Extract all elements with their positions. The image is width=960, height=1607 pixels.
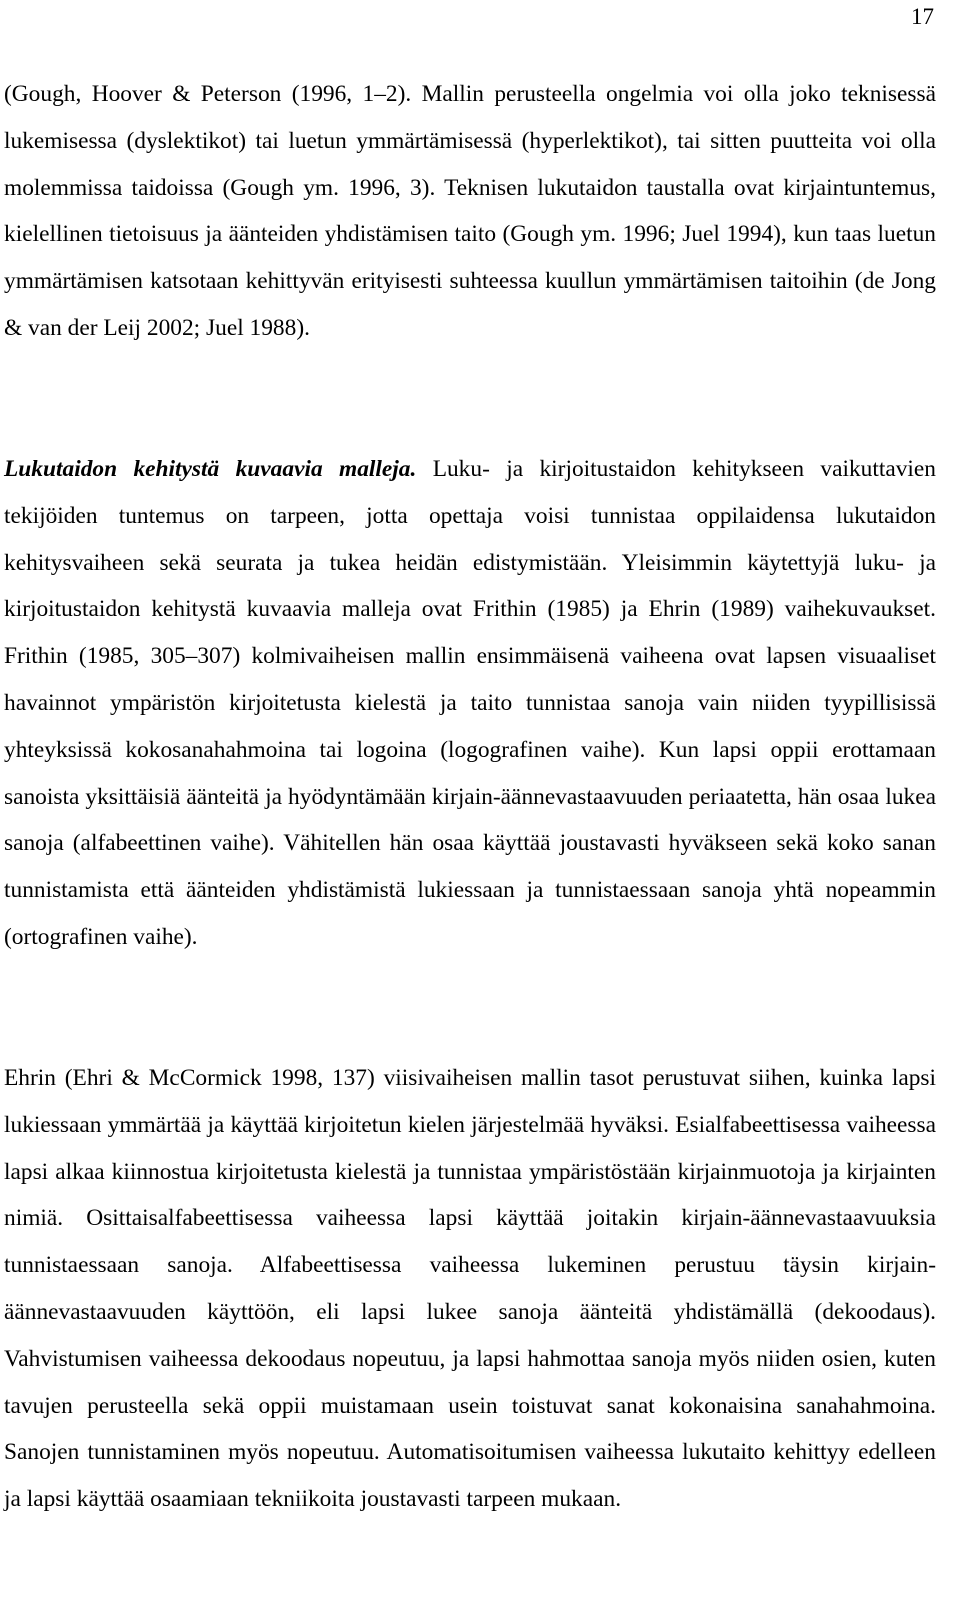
page-number: 17 [911,4,934,29]
paragraph-ehri-model: Ehrin (Ehri & McCormick 1998, 137) viisivaiheisen mallin tasot perustuvat siihen, kuinka lapsi lukiessaan ymmärtää ja käyttää kirjoitetun kielen järjestelmää hyväksi. Esialfabeettisessa vaiheessa lapsi alkaa kiinnostua kirjoitetusta kielestä ja tunnistaa ympäristöstään kirjainmuotoja ja kirjainten nimiä. Osittaisalfabeettisessa vaiheessa lapsi käyttää joitakin kirjain-äännevastaavuuksia tunnistaessaan sanoja. Alfabeettisessa vaiheessa lukeminen perustuu täysin kirjain-äännevastaavuuden käyttöön, eli lapsi lukee sanoja äänteitä yhdistämällä (dekoodaus). Vahvistumisen vaiheessa dekoodaus nopeutuu, ja lapsi hahmottaa sanoja myös niiden osien, kuten tavujen perusteella sekä oppii muistamaan usein toistuvat sanat kokonaisina sanahahmoina. Sanojen tunnistaminen myös nopeutuu. Automatisoitumisen vaiheessa lukutaito kehittyy edelleen ja lapsi käyttää osaamiaan tekniikoita joustavasti tarpeen mukaan. [4,1065,936,1513]
paragraph-reading-development-models [4,446,936,961]
section-heading-inline: Lukutaidon kehitystä kuvaavia malleja. [4,456,417,482]
paragraph-body: Luku- ja kirjoitustaidon kehitykseen vaikuttavien tekijöiden tuntemus on tarpeen, jotta opettaja voisi tunnistaa oppilaidensa lukutaidon kehitysvaiheen sekä seurata ja tukea heidän edistymistään. Yleisimmin käytettyjä luku- ja kirjoitustaidon kehitystä kuvaavia malleja ovat Frithin (1985) ja Ehrin (1989) vaihekuvaukset. Frithin (1985, 305–307) kolmivaiheisen mallin ensimmäisenä vaiheena ovat lapsen visuaaliset havainnot ympäristön kirjoitetusta kielestä ja taito tunnistaa sanoja vain niiden tyypillisissä yhteyksissä kokosanahahmoina tai logoina (logografinen vaihe). Kun lapsi oppii erottamaan sanoista yksittäisiä äänteitä ja hyödyntämään kirjain-äännevastaavuuden periaatetta, hän osaa lukea sanoja (alfabeettinen vaihe). Vähitellen hän osaa käyttää joustavasti hyväkseen sekä koko sanan tunnistamista että äänteiden yhdistämistä lukiessaan ja tunnistaessaan sanoja yhtä nopeammin (ortografinen vaihe). [4,456,936,950]
paragraph-gough-model: (Gough, Hoover & Peterson (1996, 1–2). Mallin perusteella ongelmia voi olla joko teknisessä lukemisessa (dyslektikot) tai luetun ymmärtämisessä (hyperlektikot), tai sitten puutteita voi olla molemmissa taidoissa (Gough ym. 1996, 3). Teknisen lukutaidon taustalla ovat kirjaintuntemus, kielellinen tietoisuus ja äänteiden yhdistämisen taito (Gough ym. 1996; Juel 1994), kun taas luetun ymmärtämisen katsotaan kehittyvän erityisesti suhteessa kuullun ymmärtämisen taitoihin (de Jong & van der Leij 2002; Juel 1988). [4,81,936,341]
